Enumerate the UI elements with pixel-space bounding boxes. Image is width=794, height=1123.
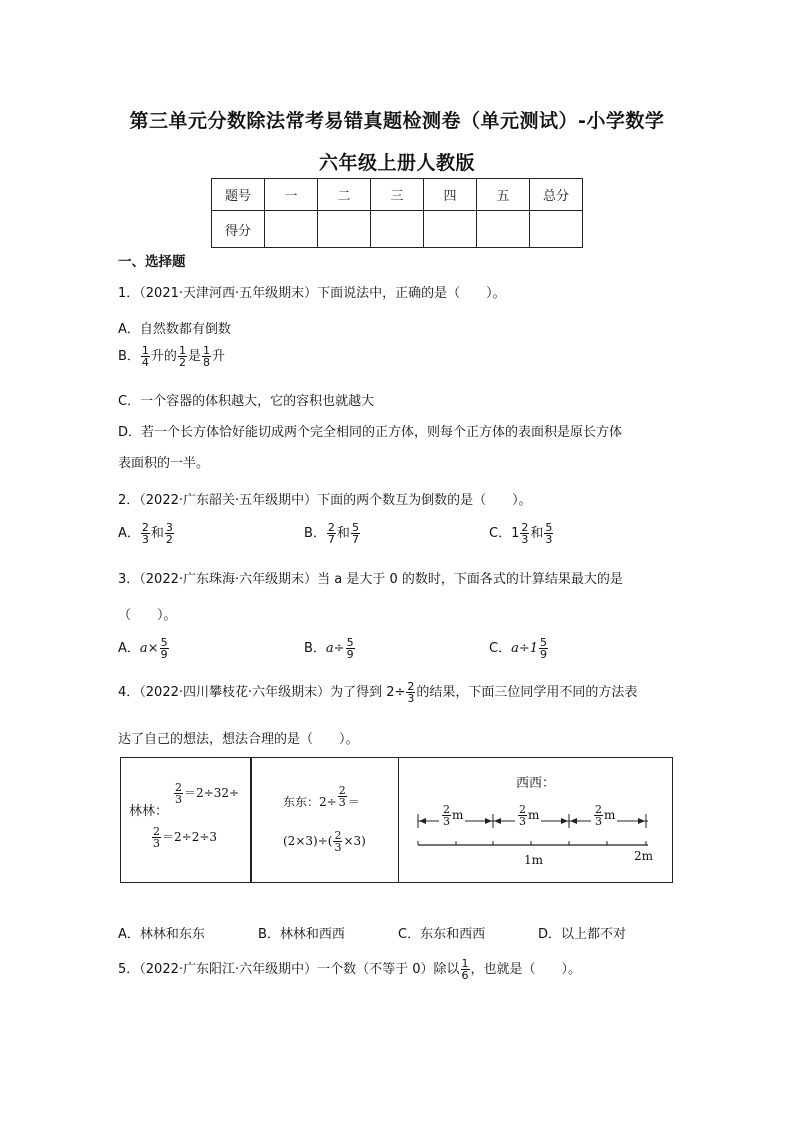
linlin-label: 林林： xyxy=(129,804,169,819)
exam-title-line2: 六年级上册人教版 xyxy=(318,152,475,174)
fraction xyxy=(202,345,211,368)
equation: 2÷ xyxy=(221,786,240,800)
score-cell xyxy=(371,211,424,248)
dongdong-line1 xyxy=(283,785,360,810)
score-row-label: 得分 xyxy=(212,211,265,248)
fraction xyxy=(520,522,529,545)
expression: a÷ xyxy=(325,641,345,656)
label: A． xyxy=(118,526,140,541)
numerator: 2 xyxy=(338,784,346,797)
text: ，也就是（ ）。 xyxy=(470,962,582,977)
fraction xyxy=(518,804,527,827)
linlin-line2 xyxy=(151,826,217,849)
numerator: 2 xyxy=(519,803,526,816)
numerator: 3 xyxy=(165,521,173,534)
xixi-segment-label xyxy=(515,804,541,827)
text: 5．（2022·广东阳江·六年级期中）一个数（不等于 0）除以 xyxy=(118,962,460,977)
score-header-cell: 二 xyxy=(318,179,371,211)
numerator: 5 xyxy=(160,636,168,649)
expression: a× xyxy=(139,641,159,656)
fraction xyxy=(174,782,183,805)
section-heading: 一、选择题 xyxy=(118,254,186,270)
numerator: 2 xyxy=(334,829,342,842)
numerator: 1 xyxy=(461,957,469,970)
score-cell xyxy=(265,211,318,248)
score-table-header-row xyxy=(212,179,583,211)
q1-option-d-line1: D．若一个长方体恰好能切成两个完全相同的正方体，则每个正方体的表面积是原长方体 xyxy=(118,425,623,440)
denominator: 3 xyxy=(141,533,149,546)
q2-option-c xyxy=(489,522,554,545)
score-header-cell: 总分 xyxy=(530,179,583,211)
numerator: 2 xyxy=(141,521,149,534)
text: 升 xyxy=(211,349,225,364)
divider xyxy=(398,758,399,882)
fraction xyxy=(442,804,451,827)
fraction xyxy=(141,522,150,545)
fraction xyxy=(152,826,161,849)
q4-option-d: D．以上都不对 xyxy=(538,927,627,942)
arrowhead xyxy=(561,818,568,824)
denominator: 6 xyxy=(461,969,469,982)
linlin-line1 xyxy=(173,782,239,805)
equation: (2×3)÷( xyxy=(283,834,333,848)
denominator: 3 xyxy=(443,815,450,828)
numerator: 5 xyxy=(545,521,553,534)
fraction xyxy=(141,345,150,368)
dongdong-line2 xyxy=(283,830,366,853)
label: B． xyxy=(304,526,326,541)
q2-option-b xyxy=(304,522,361,545)
denominator: 3 xyxy=(334,841,342,854)
q4-stem-line1 xyxy=(118,681,637,704)
q1-stem: 1．（2021·天津河西·五年级期末）下面说法中，正确的是（ ）。 xyxy=(118,286,506,301)
q2-option-a xyxy=(118,522,175,545)
text: 的结果，下面三位同学用不同的方法表 xyxy=(416,685,638,700)
unit: m xyxy=(452,808,464,822)
denominator: 3 xyxy=(338,796,346,809)
fraction xyxy=(333,830,342,853)
q3-stem-line1: 3．（2022·广东珠海·六年级期末）当 a 是大于 0 的数时，下面各式的计算结果最大的是 xyxy=(118,572,623,587)
score-cell xyxy=(530,211,583,248)
score-cell xyxy=(477,211,530,248)
q3-option-c xyxy=(489,637,549,660)
text: 升的 xyxy=(150,349,177,364)
expression: a÷1 xyxy=(511,641,538,656)
numerator: 1 xyxy=(178,344,186,357)
denominator: 3 xyxy=(595,815,602,828)
label: 东东：2÷ xyxy=(283,795,337,809)
score-cell xyxy=(424,211,477,248)
denominator: 2 xyxy=(165,533,173,546)
numerator: 2 xyxy=(443,803,450,816)
q4-stem-line2: 达了自己的想法，想法合理的是（ ）。 xyxy=(118,732,359,747)
denominator: 7 xyxy=(351,533,359,546)
fraction xyxy=(594,804,603,827)
denominator: 9 xyxy=(540,648,547,661)
equation: ＝2÷3 xyxy=(184,786,222,800)
q3-option-a xyxy=(118,637,170,660)
numerator: 5 xyxy=(351,521,359,534)
score-header-cell: 题号 xyxy=(212,179,265,211)
equation: ×3) xyxy=(343,834,366,848)
q1-option-d-line2: 表面积的一半。 xyxy=(118,456,210,471)
text: 和 xyxy=(530,526,544,541)
denominator: 3 xyxy=(407,692,415,705)
arrowhead xyxy=(570,818,577,824)
text: 和 xyxy=(336,526,350,541)
divider xyxy=(250,758,252,882)
xixi-segment-label xyxy=(439,804,465,827)
text: 是 xyxy=(187,349,201,364)
arrowhead xyxy=(494,818,501,824)
xixi-tick-label-1m: 1m xyxy=(524,853,544,867)
q4-option-b: B．林林和西西 xyxy=(258,927,345,942)
arrowhead xyxy=(485,818,492,824)
denominator: 3 xyxy=(153,837,160,850)
q1-b-label: B． xyxy=(118,349,140,364)
q1-option-c: C．一个容器的体积越大，它的容积也就越大 xyxy=(118,394,375,409)
score-table-score-row xyxy=(212,211,583,248)
numerator: 2 xyxy=(521,521,529,534)
fraction xyxy=(351,522,360,545)
q4-figure-box xyxy=(120,757,673,883)
exam-title-line1: 第三单元分数除法常考易错真题检测卷（单元测试）-小学数学 xyxy=(129,110,665,132)
numerator: 5 xyxy=(346,636,354,649)
text: 4．（2022·四川攀枝花·六年级期末）为了得到 2÷ xyxy=(118,685,406,700)
whole-number: 1 xyxy=(511,526,520,541)
q1-option-a: A．自然数都有倒数 xyxy=(118,322,231,337)
label: C． xyxy=(489,641,512,656)
q2-stem: 2．（2022·广东韶关·五年级期中）下面的两个数互为倒数的是（ ）。 xyxy=(118,493,532,508)
arrowhead xyxy=(638,818,645,824)
denominator: 9 xyxy=(346,648,354,661)
fraction xyxy=(406,681,415,704)
denominator: 3 xyxy=(519,815,526,828)
denominator: 3 xyxy=(175,793,182,806)
fraction xyxy=(544,522,553,545)
text: 和 xyxy=(150,526,164,541)
fraction xyxy=(338,785,347,808)
score-header-cell: 四 xyxy=(424,179,477,211)
denominator: 8 xyxy=(202,356,210,369)
fraction xyxy=(461,958,470,981)
denominator: 3 xyxy=(545,533,553,546)
denominator: 3 xyxy=(521,533,529,546)
equation: ＝2÷2÷3 xyxy=(162,830,218,844)
numerator: 5 xyxy=(540,636,547,649)
xixi-tick-label-2m: 2m xyxy=(634,849,654,863)
fraction xyxy=(165,522,174,545)
fraction xyxy=(178,345,187,368)
score-cell xyxy=(318,211,371,248)
fraction xyxy=(539,637,548,660)
fraction xyxy=(346,637,355,660)
q4-option-c: C．东东和西西 xyxy=(398,927,486,942)
label: B． xyxy=(304,641,326,656)
score-header-cell: 五 xyxy=(477,179,530,211)
score-table xyxy=(211,178,583,248)
fraction xyxy=(327,522,336,545)
label: C． xyxy=(489,526,512,541)
score-header-cell: 一 xyxy=(265,179,318,211)
score-header-cell: 三 xyxy=(371,179,424,211)
q5-stem xyxy=(118,958,581,981)
equation: ＝ xyxy=(347,795,360,809)
numerator: 2 xyxy=(595,803,602,816)
numerator: 2 xyxy=(153,825,160,838)
numerator: 2 xyxy=(407,680,415,693)
numerator: 2 xyxy=(175,781,182,794)
xixi-label: 西西： xyxy=(516,776,556,791)
q3-stem-line2: （ ）。 xyxy=(118,608,177,623)
unit: m xyxy=(528,808,540,822)
denominator: 4 xyxy=(141,356,149,369)
denominator: 7 xyxy=(327,533,335,546)
fraction xyxy=(160,637,169,660)
denominator: 2 xyxy=(178,356,186,369)
arrowhead xyxy=(419,818,426,824)
numerator: 1 xyxy=(202,344,210,357)
unit: m xyxy=(604,808,616,822)
denominator: 9 xyxy=(160,648,168,661)
q3-option-b xyxy=(304,637,356,660)
xixi-segment-label xyxy=(591,804,617,827)
q1-option-b xyxy=(118,345,225,368)
label: A． xyxy=(118,641,140,656)
numerator: 2 xyxy=(327,521,335,534)
q4-option-a: A．林林和东东 xyxy=(118,927,205,942)
numerator: 1 xyxy=(141,344,149,357)
